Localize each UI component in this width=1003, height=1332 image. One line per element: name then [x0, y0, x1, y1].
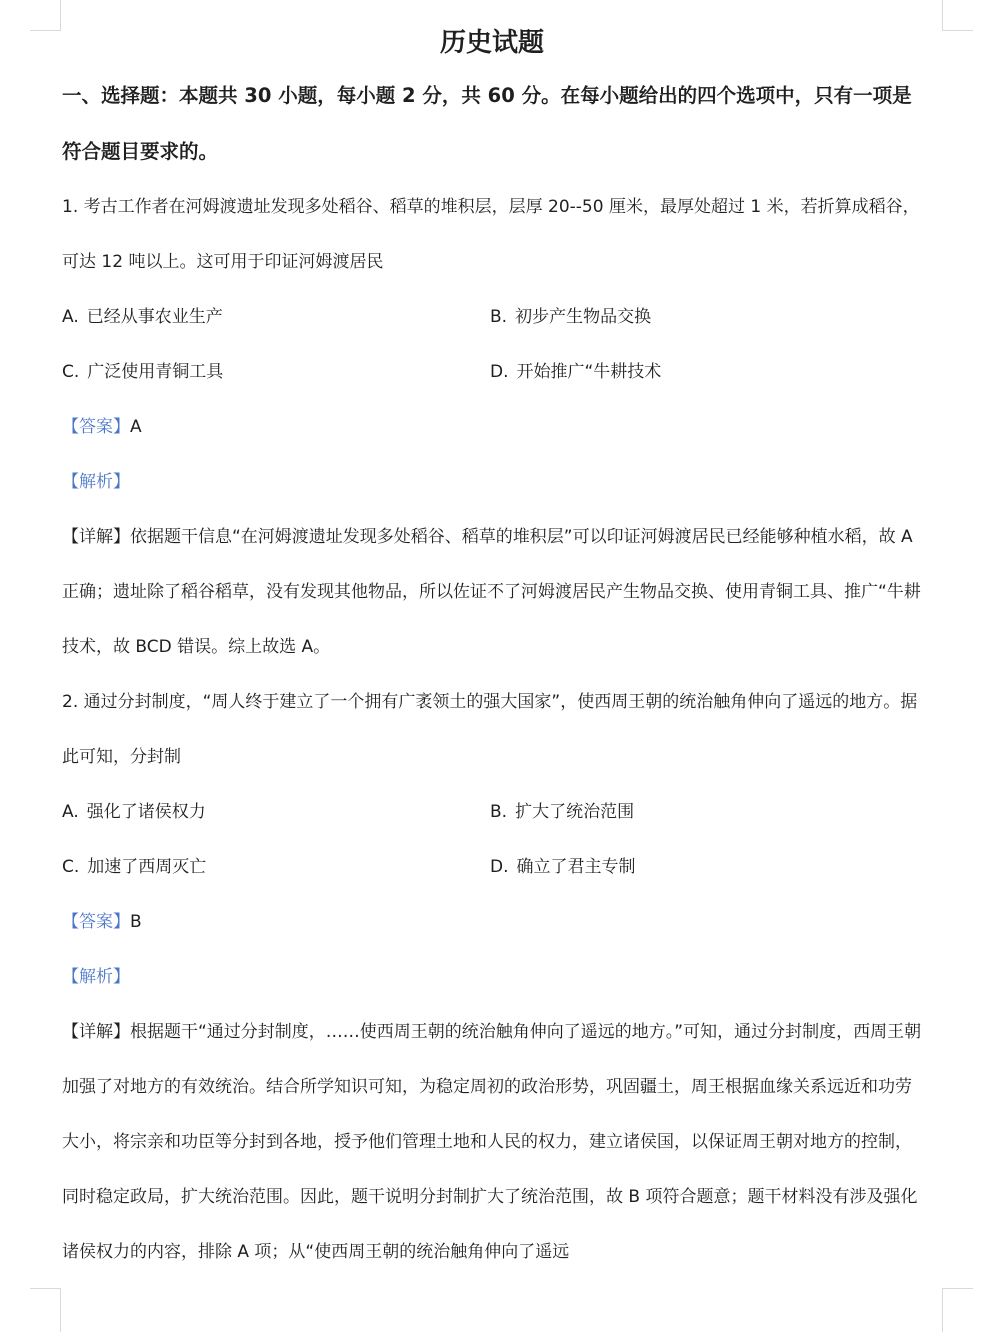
option-key: C. [62, 857, 80, 877]
question-stem: 1. 考古工作者在河姆渡遗址发现多处稻谷、稻草的堆积层，层厚 20--50 厘米，最厚处超过 1 米，若折算成稻谷，可达 12 吨以上。这可用于印证河姆渡居民 [62, 197, 920, 272]
option-c[interactable] [62, 345, 490, 400]
answer-label: 【答案】 [62, 417, 130, 437]
options-row [62, 290, 922, 345]
option-key: A. [62, 802, 79, 822]
option-d[interactable] [490, 840, 918, 895]
option-c[interactable] [62, 840, 490, 895]
option-text: 开始推广“牛耕技术 [516, 362, 662, 382]
detail-explanation: 【详解】依据题干信息“在河姆渡遗址发现多处稻谷、稻草的堆积层”可以印证河姆渡居民已经能够种植水稻，故 A 正确；遗址除了稻谷稻草，没有发现其他物品，所以佐证不了河姆渡居民产生物品交换、使用青铜工具、推广“牛耕技术，故 BCD 错误。综上故选 A。 [62, 527, 921, 657]
option-b[interactable] [490, 785, 918, 840]
question-1 [62, 180, 922, 675]
analysis-label: 【解析】 [62, 967, 130, 987]
option-text: 广泛使用青铜工具 [87, 362, 224, 382]
section-header: 一、选择题：本题共 30 小题，每小题 2 分，共 60 分。在每小题给出的四个选项中，只有一项是符合题目要求的。 [62, 84, 912, 163]
options-row [62, 785, 922, 840]
option-text: 确立了君主专制 [516, 857, 636, 877]
option-key: A. [62, 307, 79, 327]
answer-line [62, 400, 922, 455]
page-title: 历史试题 [439, 28, 544, 58]
question-2 [62, 675, 922, 1280]
page-corner-mark [942, 1288, 973, 1332]
answer-line [62, 895, 922, 950]
option-a[interactable] [62, 785, 490, 840]
option-text: 加速了西周灭亡 [87, 857, 207, 877]
answer-value: A [130, 417, 142, 437]
option-key: B. [490, 802, 508, 822]
option-text: 强化了诸侯权力 [86, 802, 206, 822]
option-key: D. [490, 362, 509, 382]
page-corner-mark [30, 1288, 61, 1332]
option-key: B. [490, 307, 508, 327]
option-key: C. [62, 362, 80, 382]
detail-explanation: 【详解】根据题干“通过分封制度，……使西周王朝的统治触角伸向了遥远的地方。”可知，通过分封制度，西周王朝加强了对地方的有效统治。结合所学知识可知，为稳定周初的政治形势，巩固疆土，周王根据血缘关系远近和功劳大小，将宗亲和功臣等分封到各地，授予他们管理土地和人民的权力，建立诸侯国，以保证周王朝对地方的控制，同时稳定政局，扩大统治范围。因此，题干说明分封制扩大了统治范围，故 B 项符合题意；题干材料没有涉及强化诸侯权力的内容，排除 A 项；从“使西周王朝的统治触角伸向了遥远 [62, 1022, 922, 1262]
question-stem: 2. 通过分封制度，“周人终于建立了一个拥有广袤领土的强大国家”，使西周王朝的统治触角伸向了遥远的地方。据此可知，分封制 [62, 692, 918, 767]
option-text: 已经从事农业生产 [86, 307, 223, 327]
option-b[interactable] [490, 290, 918, 345]
option-text: 扩大了统治范围 [515, 802, 635, 822]
options-row [62, 840, 922, 895]
option-text: 初步产生物品交换 [515, 307, 652, 327]
answer-value: B [130, 912, 142, 932]
page-corner-mark [942, 0, 973, 31]
option-a[interactable] [62, 290, 490, 345]
document-page [62, 18, 922, 1280]
option-d[interactable] [490, 345, 918, 400]
options-row [62, 345, 922, 400]
page-corner-mark [30, 0, 61, 31]
analysis-label: 【解析】 [62, 472, 130, 492]
option-key: D. [490, 857, 509, 877]
answer-label: 【答案】 [62, 912, 130, 932]
